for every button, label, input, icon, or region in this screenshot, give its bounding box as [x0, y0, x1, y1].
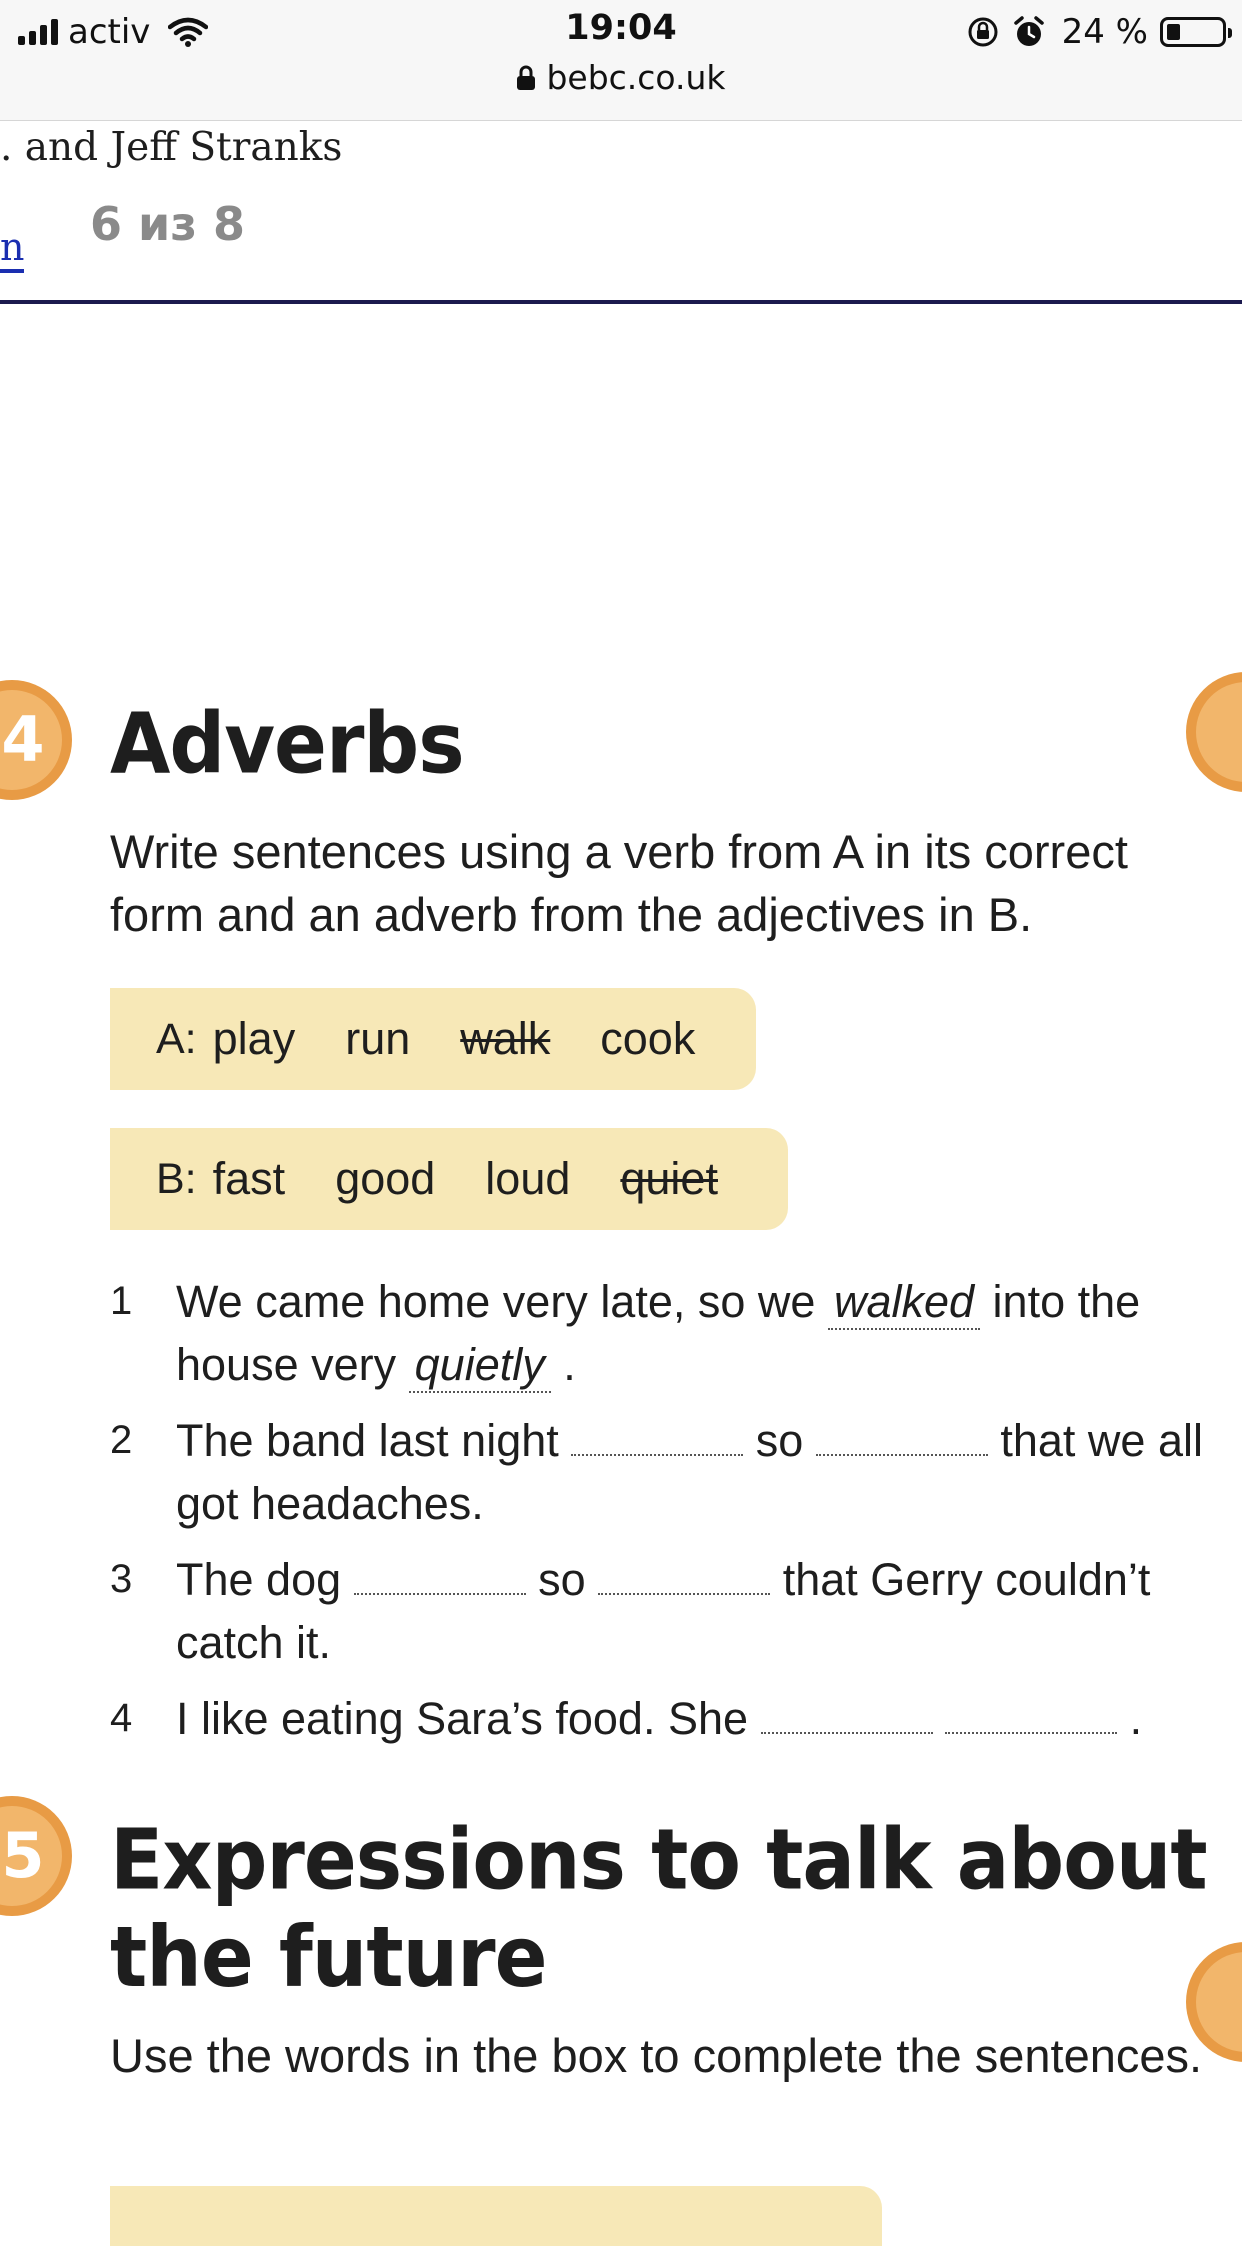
word-box-a — [110, 988, 756, 1090]
status-bar — [0, 0, 1242, 121]
answer-gap[interactable] — [761, 1732, 933, 1734]
section-5-number: 5 — [1, 1819, 45, 1892]
word-a-3: walk — [460, 1013, 551, 1064]
lock-icon — [516, 65, 536, 91]
exercise-number: 2 — [110, 1418, 133, 1462]
word-box-b — [110, 1128, 788, 1230]
status-right — [966, 10, 1226, 54]
exercise-text: into the house very — [176, 1276, 1141, 1390]
section-5-title — [110, 1812, 1207, 2006]
exercise-item — [110, 1687, 1230, 1750]
exercise-list — [110, 1270, 1230, 1763]
word-b-1: fast — [212, 1153, 286, 1204]
section-4-badge — [0, 680, 72, 800]
answer-gap[interactable] — [571, 1454, 743, 1456]
answer-gap[interactable] — [816, 1454, 988, 1456]
document-link[interactable]: n — [0, 225, 24, 273]
section-4-instructions: Write sentences using a verb from A in its correct form and an adverb from the adjectives in B. — [110, 825, 1128, 941]
exercise-item — [110, 1409, 1230, 1535]
word-b-3: loud — [485, 1153, 571, 1204]
carrier-name: activ — [68, 12, 151, 52]
exercise-text: so — [538, 1554, 586, 1605]
word-b-2: good — [335, 1153, 436, 1204]
url-text[interactable]: bebc.co.uk — [546, 58, 726, 97]
exercise-text: . — [1129, 1693, 1143, 1744]
word-a-4: cook — [600, 1013, 696, 1064]
section-5-badge — [0, 1796, 72, 1916]
exercise-text: I like eating Sara’s food. She — [176, 1693, 749, 1744]
word-a-1: play — [212, 1013, 296, 1064]
word-b-4: quiet — [620, 1153, 718, 1204]
section-4-number: 4 — [1, 703, 45, 776]
answer-gap[interactable] — [945, 1732, 1117, 1734]
section-5-instructions: Use the words in the box to complete the sentences. — [110, 2029, 1203, 2082]
section-4-title: Adverbs — [110, 696, 464, 794]
header-divider — [0, 300, 1242, 304]
exercise-text: that Gerry couldn’t catch it. — [176, 1554, 1151, 1668]
rotation-lock-icon — [966, 15, 1000, 49]
exercise-text: The dog — [176, 1554, 342, 1605]
exercise-text: . — [563, 1339, 576, 1390]
exercise-item — [110, 1270, 1230, 1396]
answer-gap[interactable] — [598, 1593, 770, 1595]
exercise-item — [110, 1548, 1230, 1674]
exercise-number: 3 — [110, 1557, 133, 1601]
answer-gap[interactable] — [354, 1593, 526, 1595]
page-edge-decoration — [1186, 672, 1242, 792]
exercise-text: so — [755, 1415, 804, 1466]
word-box-b-label: B: — [156, 1154, 197, 1203]
section-5-word-box — [110, 2186, 882, 2246]
page-indicator: 6 из 8 — [90, 197, 246, 251]
clock: 19:04 — [565, 8, 677, 48]
exercise-number: 4 — [110, 1696, 133, 1740]
exercise-number: 1 — [110, 1279, 133, 1323]
battery-icon — [1160, 17, 1226, 47]
battery-percent: 24 % — [1061, 12, 1148, 52]
answer-gap[interactable]: quietly — [409, 1339, 551, 1393]
section-5-title-line-1: Expressions to talk about — [110, 1812, 1207, 1910]
alarm-icon — [1012, 15, 1046, 49]
exercise-text: that we all got headaches. — [176, 1415, 1203, 1529]
section-5-title-line-2: the future — [110, 1909, 547, 2007]
exercise-text: We came home very late, so we — [176, 1276, 816, 1327]
answer-gap[interactable]: walked — [828, 1276, 980, 1330]
document-header — [0, 121, 1242, 301]
word-box-a-label: A: — [156, 1014, 197, 1063]
url-bar[interactable] — [0, 58, 1242, 97]
word-a-2: run — [345, 1013, 411, 1064]
exercise-text: The band last night — [176, 1415, 559, 1466]
authors-line: . and Jeff Stranks — [0, 125, 343, 170]
